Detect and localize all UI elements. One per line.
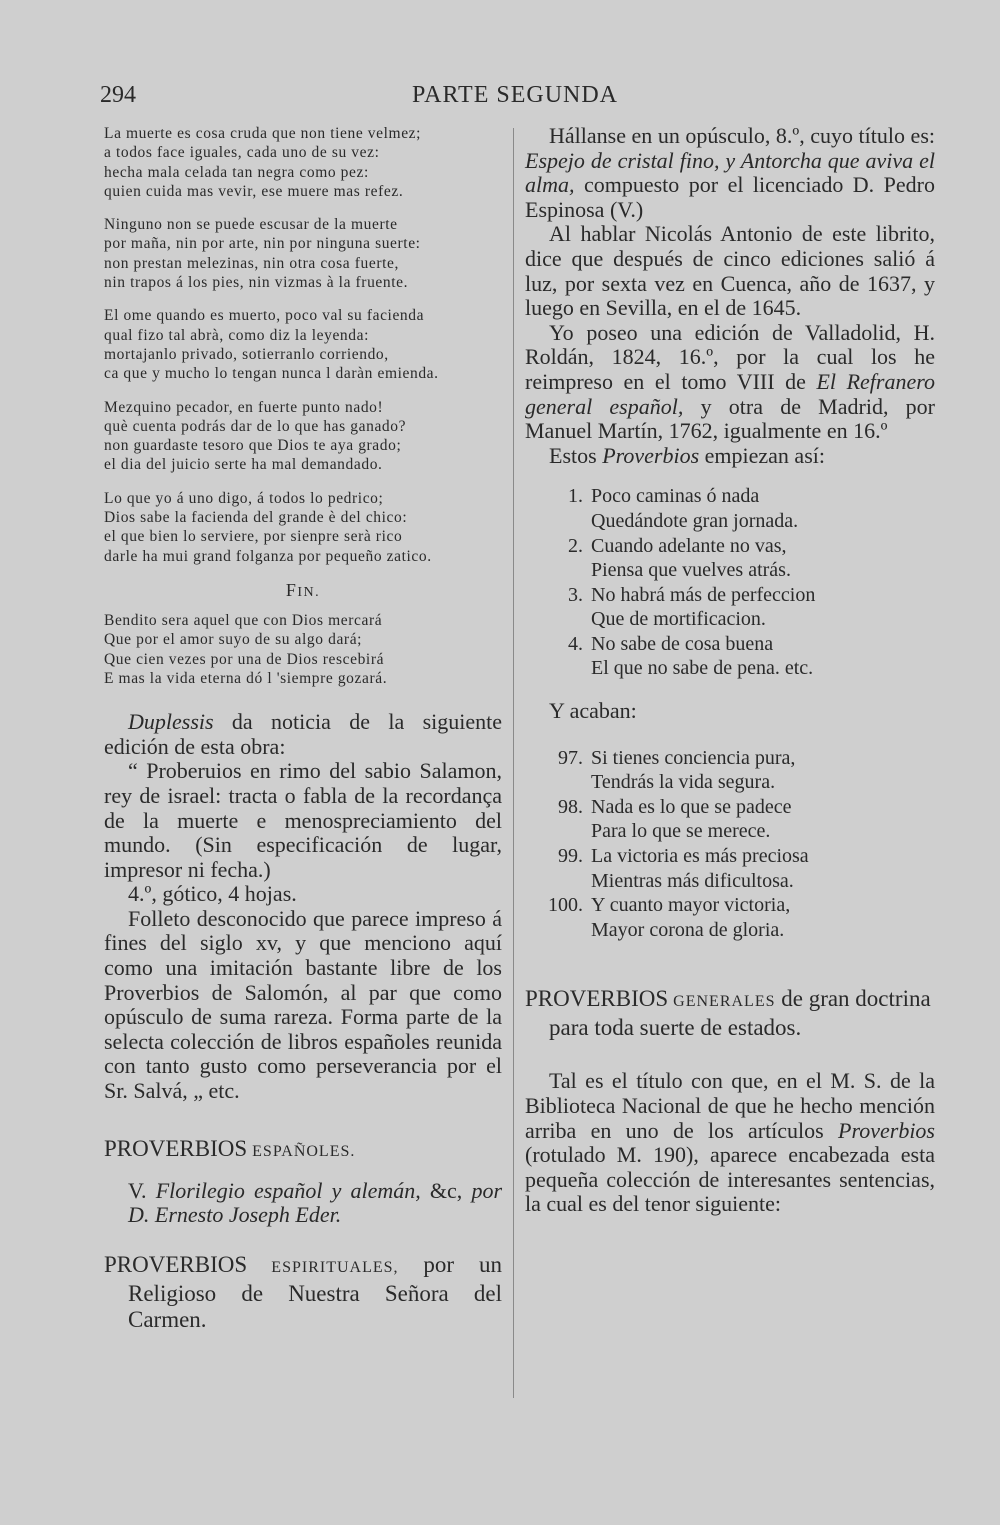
column-divider xyxy=(513,128,514,1398)
proverb-line xyxy=(525,484,935,509)
heading-proverbios-espirituales: PROVERBIOS ESPIRITUALES, por un Religioso de Nuestra Señora del Carmen. xyxy=(104,1251,502,1332)
verse-line: mortajanlo privado, sotierranlo corriendo, xyxy=(104,345,389,363)
proverb-line xyxy=(525,583,935,608)
verse-line: nin trapos á los pies, nin vizmas à la fruente. xyxy=(104,274,409,292)
proverb-text: Tendrás la vida segura. xyxy=(591,771,776,794)
proverb-text: Piensa que vuelves atrás. xyxy=(591,559,791,582)
verse-line: La muerte es cosa cruda que non tiene velmez; xyxy=(104,125,422,142)
verse-line: El ome quando es muerto, poco val su facienda xyxy=(104,307,425,325)
verse-line: qual fizo tal abrà, como diz la leyenda: xyxy=(104,326,370,344)
stanza xyxy=(104,398,502,475)
heading-proverbios-generales: PROVERBIOS GENERALES de gran doctrina para toda suerte de estados. xyxy=(525,986,931,1041)
verse-line: quien cuida mas vevir, ese muere mas refez. xyxy=(104,182,404,200)
proverb-number: 4. xyxy=(568,632,583,655)
proverb-text: Nada es lo que se padece xyxy=(591,795,792,818)
proverb-number xyxy=(525,607,591,632)
proverb-text: El que no sabe de pena. etc. xyxy=(591,657,814,680)
proverb-number xyxy=(525,819,591,844)
verse-line: non guardaste tesoro que Dios te aya grado; xyxy=(104,437,402,455)
proverb-text: Poco caminas ó nada xyxy=(591,485,760,508)
verse-line: darle ha mui grand folganza por pequeño zatico. xyxy=(104,547,432,565)
verse-line: què cuenta podrás dar de lo que has ganado? xyxy=(104,417,407,435)
proverb-number xyxy=(525,558,591,583)
verse-line: Que cien vezes por una de Dios rescebirá xyxy=(104,650,385,668)
heading-proverbios-espanoles: PROVERBIOS ESPAÑOLES. xyxy=(104,1135,356,1161)
verse-line: Dios sabe la facienda del grande è del chico: xyxy=(104,509,408,527)
proverb-line xyxy=(525,632,935,657)
florilegio-reference: V. Florilegio español y alemán, &c, por D. Ernesto Joseph Eder. xyxy=(128,1177,502,1228)
proverb-line xyxy=(525,869,935,894)
proverb-line xyxy=(525,819,935,844)
stanza xyxy=(104,124,502,201)
proverb-number: 97. xyxy=(558,746,583,769)
espejo-paragraph: Hállanse en un opúsculo, 8.º, cuyo título es: Espejo de cristal fino, y Antorcha que aviva el alma, compuesto por el licenciado D. Pedro Espinosa (V.) xyxy=(525,123,935,222)
verse-line: a todos face iguales, cada uno de su vez: xyxy=(104,144,380,162)
proverb-line xyxy=(525,770,935,795)
proverb-number xyxy=(525,656,591,681)
proverb-text: La victoria es más preciosa xyxy=(591,845,809,868)
proverb-number xyxy=(525,770,591,795)
right-column xyxy=(525,124,935,1239)
proverb-line xyxy=(525,795,935,820)
folleto-paragraph: Folleto desconocido que parece impreso á fines del siglo xv, y que menciono aquí como una imitación bastante libre de los Proverbios de Salomón, al par que como opúsculo de suma rareza. Forma parte de la selecta colección de libros españoles reunida con tanto gusto como perseverancia por el Sr. Salvá, „ etc. xyxy=(104,905,502,1104)
duplessis-paragraph: Duplessis da noticia de la siguiente edición de esta obra: “ Proberuios en rimo del sabio Salamon, rey de israel: tracta o fabla de la recordança de la muerte e menospreciamiento del mundo. (Sin especificación de lugar, impresor ni fecha.) 4.º, gótico, 4 hojas. Folleto desconocido que parece impreso á fines del siglo xv, y que menciono aquí como una imitación bastante libre de los Proverbios de Salomón, al par que como opúsculo de suma rareza. Forma parte de la selecta colección de libros españoles reunida con tanto gusto como perseverancia por el Sr. Salvá, „ etc. xyxy=(104,709,502,1104)
left-column xyxy=(104,124,502,1333)
stanza xyxy=(104,489,502,566)
proverb-number: 2. xyxy=(568,534,583,557)
verse-line: Mezquino pecador, en fuerte punto nado! xyxy=(104,398,384,416)
proverb-line xyxy=(525,558,935,583)
proverb-list-end xyxy=(525,746,935,943)
valladolid-paragraph: Yo poseo una edición de Valladolid, H. Roldán, 1824, 16.º, por la cual los he reimpreso en el tomo VIII de El Refranero general español, y otra de Madrid, por Manuel Martín, 1762, igualmente en 16.º xyxy=(525,319,935,444)
running-title: PARTE SEGUNDA xyxy=(411,82,619,108)
proverb-line xyxy=(525,509,935,534)
verse-line: por maña, nin por arte, nin por ninguna suerte: xyxy=(104,235,421,253)
poem-stanzas xyxy=(104,124,502,566)
verse-line: Que por el amor suyo de su algo dará; xyxy=(104,631,363,649)
format-line: 4.º, gótico, 4 hojas. xyxy=(128,881,297,907)
verse-line: el que bien lo serviere, por sienpre serà rico xyxy=(104,528,403,546)
proverb-text: Mayor corona de gloria. xyxy=(591,918,785,941)
proverb-number: 98. xyxy=(558,795,583,818)
proverb-line xyxy=(525,746,935,771)
stanza xyxy=(104,215,502,292)
proverb-text: No habrá más de perfeccion xyxy=(591,583,816,606)
verse-line: non prestan melezinas, nin otra cosa fuerte, xyxy=(104,254,399,272)
proverb-number: 99. xyxy=(558,845,583,868)
proverb-number: 100. xyxy=(548,894,583,917)
quote-paragraph: “ Proberuios en rimo del sabio Salamon, rey de israel: tracta o fabla de la recordança de la muerte e menospreciamiento del mundo. (Sin especificación de lugar, impresor ni fecha.) xyxy=(104,758,502,882)
acaban-line: Y acaban: xyxy=(549,698,637,724)
verse-line: hecha mala celada tan negra como pez: xyxy=(104,163,369,181)
verse-line: Lo que yo á uno digo, á todos lo pedrico; xyxy=(104,489,384,507)
proverb-text: Si tienes conciencia pura, xyxy=(591,746,796,769)
stanza xyxy=(104,306,502,383)
proverb-line xyxy=(525,656,935,681)
proverb-line xyxy=(525,893,935,918)
proverb-text: Para lo que se merece. xyxy=(591,820,771,843)
proverb-number xyxy=(525,869,591,894)
proverb-text: No sabe de cosa buena xyxy=(591,632,774,655)
right-intro xyxy=(525,124,935,468)
page-number: 294 xyxy=(100,82,136,108)
proverb-text: Cuando adelante no vas, xyxy=(591,534,787,557)
verse-line: ca que y mucho lo tengan nunca l daràn emienda. xyxy=(104,365,439,383)
proverb-text: Quedándote gran jornada. xyxy=(591,509,799,532)
proverb-text: Y cuanto mayor victoria, xyxy=(591,894,791,917)
proverb-text: Que de mortificacion. xyxy=(591,608,766,631)
fin-label: FIN. xyxy=(285,579,321,600)
nicolas-antonio-paragraph: Al hablar Nicolás Antonio de este librito, dice que después de cinco ediciones salió á luz, por sexta vez en Cuenca, año de 1637, y luego en Sevilla, en el de 1645. xyxy=(525,221,935,321)
proverb-line xyxy=(525,844,935,869)
empiezan-line: Estos Proverbios empiezan así: xyxy=(549,442,825,468)
verse-line: Bendito sera aquel que con Dios mercará xyxy=(104,611,383,629)
proverb-number: 1. xyxy=(568,485,583,508)
closing-stanza xyxy=(104,611,502,688)
proverb-number: 3. xyxy=(568,583,583,606)
proverb-line xyxy=(525,607,935,632)
page-header xyxy=(100,82,930,116)
proverb-line xyxy=(525,534,935,559)
duplessis-name: Duplessis xyxy=(128,709,214,735)
verse-line: E mas la vida eterna dó l 'siempre gozará. xyxy=(104,669,388,687)
proverb-number xyxy=(525,509,591,534)
verse-line: el dia del juicio serte ha mal demandado. xyxy=(104,456,383,474)
proverb-number xyxy=(525,918,591,943)
proverb-list-start xyxy=(525,484,935,681)
verse-line: Ninguno non se puede escusar de la muerte xyxy=(104,216,398,234)
proverb-text: Mientras más dificultosa. xyxy=(591,869,794,892)
proverb-line xyxy=(525,918,935,943)
titulo-paragraph: Tal es el título con que, en el M. S. de la Biblioteca Nacional de que he hecho mención arriba en uno de los artículos Proverbios (rotulado M. 190), aparece encabezada esta pequeña colección de interesantes sentencias, la cual es del tenor siguiente: xyxy=(525,1068,935,1217)
